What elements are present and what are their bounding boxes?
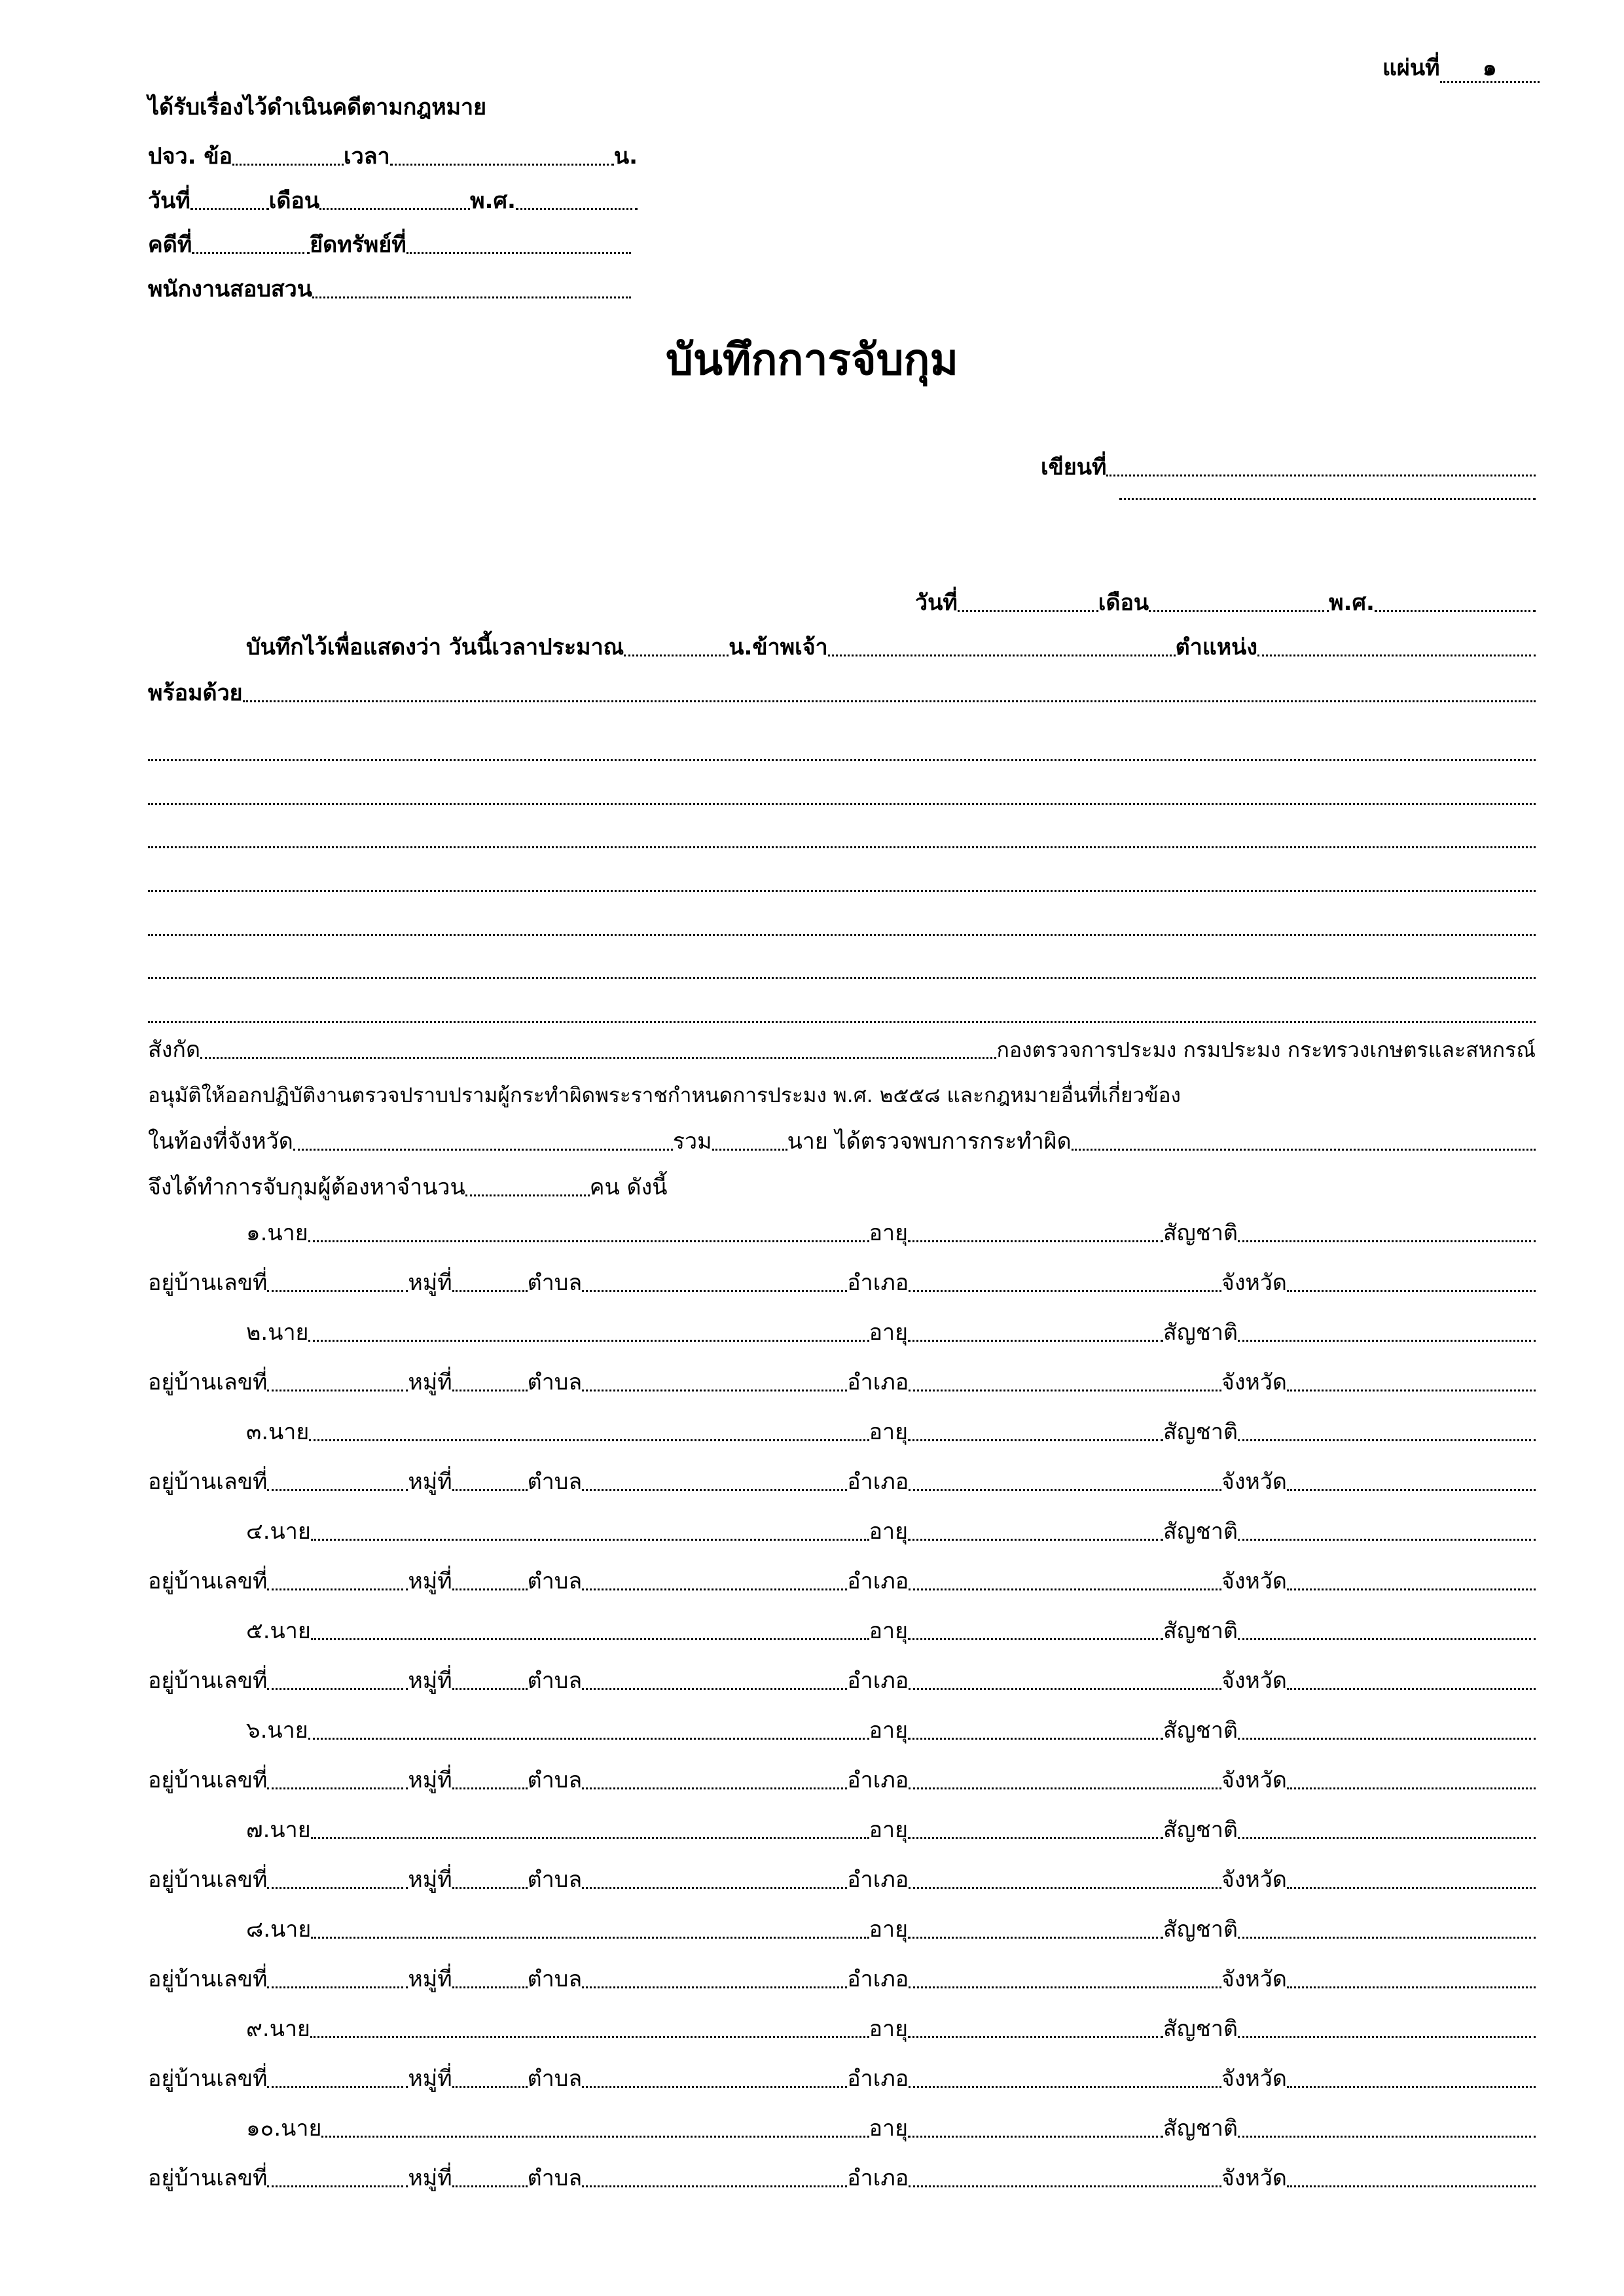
nationality-label: สัญชาติ [1163, 2016, 1238, 2042]
seize-label: ยึดทรัพย์ที่ [310, 232, 406, 258]
year-field[interactable] [1375, 609, 1536, 612]
house-field[interactable] [267, 1488, 408, 1491]
suspect-address-row [148, 1566, 1536, 1597]
nationality-field[interactable] [1238, 1439, 1536, 1441]
village-label: หมู่ที่ [408, 2066, 452, 2092]
suspect-prefix: ๕.นาย [246, 1618, 311, 1644]
district-field[interactable] [909, 2185, 1221, 2187]
suspect-name-row [246, 1615, 1536, 1647]
village-label: หมู่ที่ [408, 1867, 452, 1893]
receipt-pjw-row [148, 141, 638, 172]
pjw-label: ปจว. ข้อ [148, 143, 233, 170]
officer-name-field[interactable] [828, 654, 1176, 656]
province-label: จังหวัด [1221, 2165, 1287, 2191]
age-field[interactable] [908, 1936, 1163, 1939]
total-label: รวม [672, 1128, 712, 1155]
suspect-name-row [246, 1217, 1536, 1249]
record-intro-text: บันทึกไว้เพื่อแสดงว่า วันนี้เวลาประมาณ [246, 634, 624, 660]
suspect-address-row [148, 1964, 1536, 1995]
month-label: เดือน [1098, 590, 1149, 616]
district-field[interactable] [909, 2085, 1221, 2088]
arrest-count-row [148, 1172, 868, 1203]
suspect-address-row [148, 1665, 1536, 1696]
suspect-name-field[interactable] [311, 1837, 869, 1839]
arrest-count-field[interactable] [465, 1194, 590, 1196]
subdistrict-field[interactable] [582, 2185, 847, 2187]
village-field[interactable] [452, 1986, 528, 1988]
age-field[interactable] [908, 1837, 1163, 1839]
district-field[interactable] [909, 1986, 1221, 1988]
nationality-label: สัญชาติ [1163, 1518, 1238, 1545]
officer-label: พนักงานสอบสวน [148, 276, 313, 302]
written-at-field[interactable] [1106, 474, 1536, 476]
written-at-row [1041, 452, 1536, 483]
suspect-prefix: ๔.นาย [246, 1518, 311, 1545]
affiliation-label: สังกัด [148, 1037, 201, 1063]
house-field[interactable] [267, 1986, 408, 1988]
receipt-date-row [148, 185, 638, 217]
suspect-prefix: ๑.นาย [246, 1220, 308, 1246]
nationality-field[interactable] [1238, 1538, 1536, 1541]
suspect-prefix: ๗.นาย [246, 1817, 311, 1843]
receipt-time-suffix: น. [613, 143, 638, 170]
month-field[interactable] [1149, 609, 1329, 612]
village-label: หมู่ที่ [408, 1270, 452, 1296]
suspect-address-row [148, 1267, 1536, 1299]
seize-field[interactable] [406, 251, 631, 254]
arrest-count-label: จึงได้ทำการจับกุมผู้ต้องหาจำนวน [148, 1174, 465, 1200]
province-field[interactable] [1287, 1488, 1536, 1491]
written-at-label: เขียนที่ [1041, 454, 1107, 480]
nationality-label: สัญชาติ [1163, 1220, 1238, 1246]
suspect-name-row [246, 1516, 1536, 1547]
subdistrict-label: ตำบล [527, 1568, 583, 1594]
with-field-line-7[interactable] [148, 977, 1536, 979]
age-field[interactable] [908, 1638, 1163, 1640]
affiliation-field[interactable] [200, 1056, 996, 1059]
village-label: หมู่ที่ [408, 1668, 452, 1694]
suspect-prefix: ๖.นาย [246, 1717, 308, 1744]
with-field-line-5[interactable] [148, 890, 1536, 892]
subdistrict-field[interactable] [582, 1886, 847, 1889]
house-label: อยู่บ้านเลขที่ [148, 1767, 268, 1793]
age-label: อายุ [869, 1817, 909, 1843]
suspect-address-row [148, 1864, 1536, 1895]
suspect-name-row [246, 1715, 1536, 1746]
village-field[interactable] [452, 1389, 528, 1391]
house-field[interactable] [267, 1289, 408, 1292]
district-label: อำเภอ [847, 1867, 909, 1893]
with-label: พร้อมด้วย [148, 680, 243, 706]
suspect-prefix: ๑๐.นาย [246, 2115, 322, 2142]
sheet-number-field[interactable] [1440, 52, 1540, 84]
receipt-time-label: เวลา [344, 143, 390, 170]
with-field-line-6[interactable] [148, 934, 1536, 936]
with-field-line-3[interactable] [148, 803, 1536, 805]
area-province-label: ในท้องที่จังหวัด [148, 1128, 293, 1155]
nationality-field[interactable] [1238, 1737, 1536, 1740]
receipt-heading-text: ได้รับเรื่องไว้ดำเนินคดีตามกฎหมาย [148, 94, 487, 120]
province-field[interactable] [1287, 1289, 1536, 1292]
suspect-name-field[interactable] [311, 1936, 869, 1939]
case-field[interactable] [192, 251, 310, 254]
house-field[interactable] [267, 2085, 408, 2088]
district-label: อำเภอ [847, 1568, 909, 1594]
district-field[interactable] [909, 1289, 1221, 1292]
receipt-month-label: เดือน [268, 188, 320, 214]
age-field[interactable] [908, 2036, 1163, 2038]
house-field[interactable] [267, 2185, 408, 2187]
receipt-year-field[interactable] [516, 207, 638, 210]
age-label: อายุ [869, 2115, 909, 2142]
village-label: หมู่ที่ [408, 2165, 452, 2191]
house-label: อยู่บ้านเลขที่ [148, 1270, 268, 1296]
house-label: อยู่บ้านเลขที่ [148, 1469, 268, 1495]
subdistrict-field[interactable] [582, 1289, 847, 1292]
province-row [148, 1126, 1536, 1157]
record-time-field[interactable] [624, 654, 729, 656]
nationality-label: สัญชาติ [1163, 1817, 1238, 1843]
subdistrict-field[interactable] [582, 1488, 847, 1491]
province-field[interactable] [1287, 2185, 1536, 2187]
village-label: หมู่ที่ [408, 1469, 452, 1495]
district-label: อำเภอ [847, 1966, 909, 1992]
province-label: จังหวัด [1221, 1767, 1287, 1793]
age-field[interactable] [908, 1240, 1163, 1242]
district-field[interactable] [909, 1687, 1221, 1690]
with-field-line-2[interactable] [148, 759, 1536, 761]
nationality-field[interactable] [1238, 1638, 1536, 1640]
with-row [148, 677, 1536, 709]
suspect-name-field[interactable] [311, 1638, 869, 1640]
authorization-row [148, 1080, 1536, 1111]
subdistrict-label: ตำบล [527, 1767, 583, 1793]
district-label: อำเภอ [847, 2165, 909, 2191]
subdistrict-label: ตำบล [527, 1369, 583, 1395]
date-label: วันที่ [915, 590, 958, 616]
age-field[interactable] [908, 1538, 1163, 1541]
receipt-case-row [148, 229, 631, 260]
village-field[interactable] [452, 2185, 528, 2187]
suspect-name-field[interactable] [309, 1439, 869, 1441]
receipt-date-label: วันที่ [148, 188, 190, 214]
age-label: อายุ [869, 1419, 909, 1445]
affiliation-org: กองตรวจการประมง กรมประมง กระทรวงเกษตรและสหกรณ์ [996, 1037, 1536, 1062]
province-label: จังหวัด [1221, 1668, 1287, 1694]
house-field[interactable] [267, 1787, 408, 1789]
age-field[interactable] [908, 1439, 1163, 1441]
date-field[interactable] [958, 609, 1098, 612]
village-label: หมู่ที่ [408, 1767, 452, 1793]
suspect-prefix: ๘.นาย [246, 1916, 312, 1943]
district-label: อำเภอ [847, 1270, 909, 1296]
offense-field[interactable] [1072, 1148, 1536, 1151]
house-label: อยู่บ้านเลขที่ [148, 1668, 268, 1694]
subdistrict-field[interactable] [582, 1588, 847, 1590]
subdistrict-field[interactable] [582, 1986, 847, 1988]
receipt-heading [148, 92, 486, 123]
subdistrict-label: ตำบล [527, 1668, 583, 1694]
subdistrict-field[interactable] [582, 2085, 847, 2088]
suspect-name-field[interactable] [308, 1240, 869, 1242]
province-label: จังหวัด [1221, 1568, 1287, 1594]
age-label: อายุ [869, 1916, 909, 1943]
age-field[interactable] [908, 2135, 1163, 2138]
province-field[interactable] [1287, 2085, 1536, 2088]
nationality-field[interactable] [1238, 2135, 1536, 2138]
suspect-address-row [148, 1765, 1536, 1796]
nationality-label: สัญชาติ [1163, 1618, 1238, 1644]
nationality-label: สัญชาติ [1163, 1717, 1238, 1744]
suspect-address-row [148, 2162, 1536, 2194]
total-field[interactable] [712, 1148, 787, 1151]
nationality-field[interactable] [1238, 1837, 1536, 1839]
village-label: หมู่ที่ [408, 1966, 452, 1992]
case-label: คดีที่ [148, 232, 192, 258]
village-field[interactable] [452, 1886, 528, 1889]
district-label: อำเภอ [847, 1767, 909, 1793]
pjw-field[interactable] [232, 163, 344, 166]
suspect-name-field[interactable] [308, 1737, 869, 1740]
subdistrict-label: ตำบล [527, 1270, 583, 1296]
suspect-prefix: ๒.นาย [246, 1319, 309, 1346]
district-label: อำเภอ [847, 2066, 909, 2092]
suspect-name-row [246, 2013, 1536, 2045]
with-field-line-8[interactable] [148, 1021, 1536, 1023]
authorization-text: อนุมัติให้ออกปฏิบัติงานตรวจปราบปรามผู้กระทำผิดพระราชกำหนดการประมง พ.ศ. ๒๕๕๘ และกฎหมายอื่นที่เกี่ยวข้อง [148, 1084, 1181, 1107]
district-label: อำเภอ [847, 1668, 909, 1694]
nationality-label: สัญชาติ [1163, 2115, 1238, 2142]
with-field[interactable] [243, 700, 1536, 702]
suspect-name-row [246, 1317, 1536, 1348]
house-field[interactable] [267, 1886, 408, 1889]
province-field[interactable] [1287, 1687, 1536, 1690]
suspect-name-field[interactable] [310, 2036, 869, 2038]
village-field[interactable] [452, 1289, 528, 1292]
house-label: อยู่บ้านเลขที่ [148, 1369, 268, 1395]
record-intro-row [246, 632, 1536, 663]
suspect-name-field[interactable] [308, 1339, 869, 1342]
suspect-name-field[interactable] [311, 1538, 869, 1541]
subdistrict-label: ตำบล [527, 1469, 583, 1495]
age-label: อายุ [869, 1618, 909, 1644]
house-label: อยู่บ้านเลขที่ [148, 1867, 268, 1893]
province-label: จังหวัด [1221, 1469, 1287, 1495]
nationality-field[interactable] [1238, 1339, 1536, 1342]
officer-field[interactable] [312, 296, 631, 298]
village-label: หมู่ที่ [408, 1369, 452, 1395]
subdistrict-label: ตำบล [527, 1867, 583, 1893]
area-province-field[interactable] [293, 1148, 673, 1151]
suspect-prefix: ๓.นาย [246, 1419, 310, 1445]
nationality-label: สัญชาติ [1163, 1419, 1238, 1445]
village-field[interactable] [452, 1488, 528, 1491]
receipt-time-field[interactable] [390, 163, 614, 166]
page-title: บันทึกการจับกุม [666, 334, 958, 385]
province-field[interactable] [1287, 1787, 1536, 1789]
suspect-prefix: ๙.นาย [246, 2016, 310, 2042]
affiliation-row [148, 1034, 1536, 1066]
province-label: จังหวัด [1221, 1966, 1287, 1992]
sheet-number-row [1382, 52, 1540, 84]
district-label: อำเภอ [847, 1369, 909, 1395]
house-field[interactable] [267, 1687, 408, 1690]
age-field[interactable] [908, 1737, 1163, 1740]
house-label: อยู่บ้านเลขที่ [148, 1568, 268, 1594]
nationality-label: สัญชาติ [1163, 1916, 1238, 1943]
found-label: นาย ได้ตรวจพบการกระทำผิด [787, 1128, 1072, 1155]
province-field[interactable] [1287, 1389, 1536, 1391]
with-field-line-4[interactable] [148, 846, 1536, 848]
suspect-name-field[interactable] [321, 2135, 869, 2138]
district-field[interactable] [909, 1787, 1221, 1789]
sheet-number: ๑ [1440, 55, 1540, 83]
province-label: จังหวัด [1221, 1369, 1287, 1395]
subdistrict-label: ตำบล [527, 2165, 583, 2191]
suspect-name-row [246, 2113, 1536, 2144]
province-label: จังหวัด [1221, 2066, 1287, 2092]
house-field[interactable] [267, 1389, 408, 1391]
suspect-name-row [246, 1416, 1536, 1448]
receipt-month-field[interactable] [319, 207, 470, 210]
province-label: จังหวัด [1221, 1270, 1287, 1296]
age-label: อายุ [869, 1518, 909, 1545]
province-field[interactable] [1287, 1986, 1536, 1988]
province-field[interactable] [1287, 1588, 1536, 1590]
district-field[interactable] [909, 1389, 1221, 1391]
subdistrict-field[interactable] [582, 1687, 847, 1690]
age-label: อายุ [869, 1717, 909, 1744]
subdistrict-label: ตำบล [527, 2066, 583, 2092]
village-field[interactable] [452, 1787, 528, 1789]
district-label: อำเภอ [847, 1469, 909, 1495]
written-at-row-2 [1119, 497, 1536, 507]
arrest-count-suffix: คน ดังนี้ [589, 1174, 668, 1200]
receipt-year-label: พ.ศ. [470, 188, 516, 214]
sheet-label: แผ่นที่ [1382, 55, 1440, 81]
district-field[interactable] [909, 1886, 1221, 1889]
village-label: หมู่ที่ [408, 1568, 452, 1594]
village-field[interactable] [452, 1588, 528, 1590]
suspect-name-row [246, 1914, 1536, 1945]
house-label: อยู่บ้านเลขที่ [148, 2066, 268, 2092]
age-label: อายุ [869, 1220, 909, 1246]
written-at-field-2[interactable] [1119, 497, 1536, 500]
province-label: จังหวัด [1221, 1867, 1287, 1893]
suspect-address-row [148, 1466, 1536, 1498]
subdistrict-label: ตำบล [527, 1966, 583, 1992]
age-label: อายุ [869, 1319, 909, 1346]
province-field[interactable] [1287, 1886, 1536, 1889]
suspect-address-row [148, 1367, 1536, 1398]
position-field[interactable] [1257, 654, 1536, 656]
subdistrict-field[interactable] [582, 1389, 847, 1391]
village-field[interactable] [452, 1687, 528, 1690]
house-field[interactable] [267, 1588, 408, 1590]
village-field[interactable] [452, 2085, 528, 2088]
house-label: อยู่บ้านเลขที่ [148, 2165, 268, 2191]
subdistrict-field[interactable] [582, 1787, 847, 1789]
house-label: อยู่บ้านเลขที่ [148, 1966, 268, 1992]
date-row [915, 587, 1536, 619]
suspect-name-row [246, 1814, 1536, 1846]
position-label: ตำแหน่ง [1175, 634, 1257, 660]
district-field[interactable] [909, 1488, 1221, 1491]
nationality-field[interactable] [1238, 1240, 1536, 1242]
age-label: อายุ [869, 2016, 909, 2042]
receipt-officer-row [148, 274, 631, 305]
nationality-field[interactable] [1238, 1936, 1536, 1939]
nationality-label: สัญชาติ [1163, 1319, 1238, 1346]
year-label: พ.ศ. [1329, 590, 1375, 616]
district-field[interactable] [909, 1588, 1221, 1590]
nationality-field[interactable] [1238, 2036, 1536, 2038]
receipt-date-field[interactable] [190, 207, 269, 210]
age-field[interactable] [908, 1339, 1163, 1342]
suspect-address-row [148, 2063, 1536, 2094]
record-time-suffix: น.ข้าพเจ้า [729, 634, 828, 660]
